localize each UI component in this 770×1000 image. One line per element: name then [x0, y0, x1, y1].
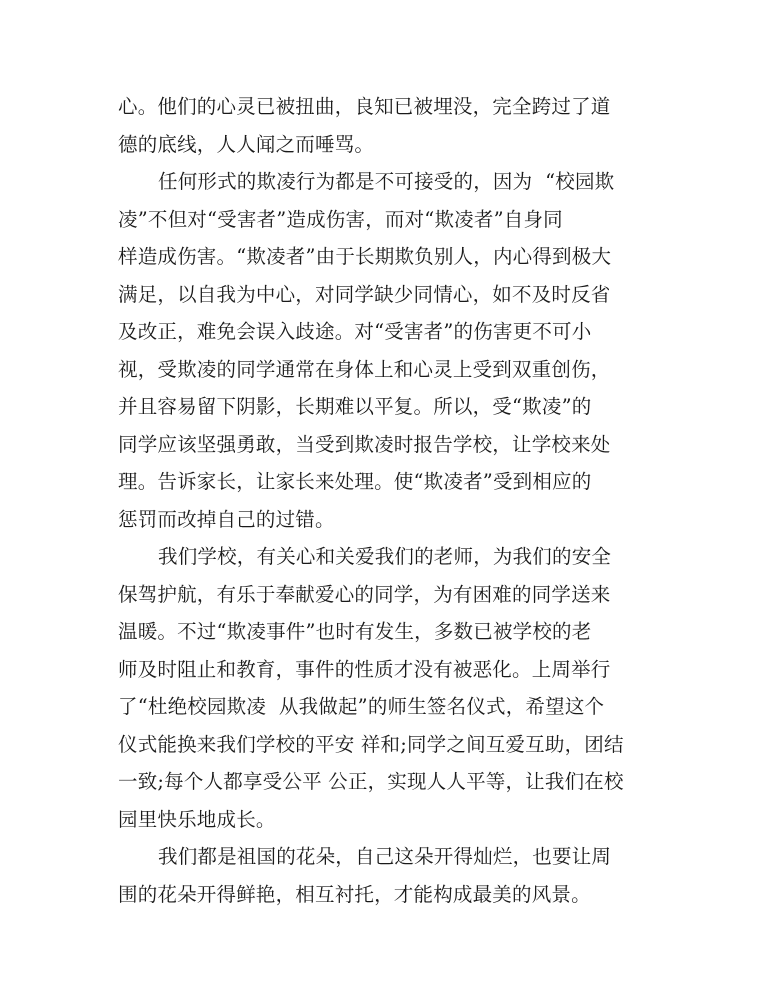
text-line: 凌”不但对“受害者”造成伤害，而对“欺凌者”自身同: [118, 207, 563, 231]
text-line: 同学应该坚强勇敢，当受到欺凌时报告学校，让学校来处: [118, 432, 611, 456]
text-line: 样造成伤害。“欺凌者”由于长期欺负别人，内心得到极大: [118, 245, 612, 268]
text-line: 及改正，难免会误入歧途。对“受害者”的伤害更不可小: [118, 320, 592, 343]
text-line: 保驾护航，有乐于奉献爱心的同学，为有困难的同学送来: [118, 582, 611, 606]
text-line: 心。他们的心灵已被扭曲，良知已被埋没，完全跨过了道: [118, 95, 611, 118]
text-line: 理。告诉家长，让家长来处理。使“欺凌者”受到相应的: [118, 470, 592, 493]
text-line: 满足，以自我为中心，对同学缺少同情心，如不及时反省: [118, 282, 611, 306]
text-line: 温暖。不过“欺凌事件”也时有发生，多数已被学校的老: [118, 620, 592, 643]
text-line: 了“杜绝校园欺凌 从我做起”的师生签名仪式，希望这个: [118, 695, 605, 718]
text-line: 德的底线，人人闻之而唾骂。: [118, 132, 375, 156]
text-line: 一致;每个人都享受公平 公正，实现人人平等，让我们在校: [118, 770, 624, 793]
text-line: 园里快乐地成长。: [118, 807, 276, 831]
paragraph-start-line: 我们都是祖国的花朵，自己这朵开得灿烂，也要让周: [158, 845, 612, 868]
text-line: 惩罚而改掉自己的过错。: [118, 507, 335, 531]
body-text: [118, 88, 658, 913]
paragraph-start-line: 我们学校，有关心和关爱我们的老师，为我们的安全: [158, 545, 612, 568]
text-line: 围的花朵开得鲜艳，相互衬托，才能构成最美的风景。: [118, 882, 591, 906]
text-line: 师及时阻止和教育，事件的性质才没有被恶化。上周举行: [118, 657, 611, 681]
paragraph-start-line: 任何形式的欺凌行为都是不可接受的，因为 “校园欺: [158, 170, 615, 193]
text-line: 仪式能换来我们学校的平安 祥和;同学之间互爱互助，团结: [118, 732, 624, 756]
text-line: 并且容易留下阴影，长期难以平复。所以，受“欺凌”的: [118, 395, 592, 418]
text-line: 视，受欺凌的同学通常在身体上和心灵上受到双重创伤，: [118, 357, 611, 381]
